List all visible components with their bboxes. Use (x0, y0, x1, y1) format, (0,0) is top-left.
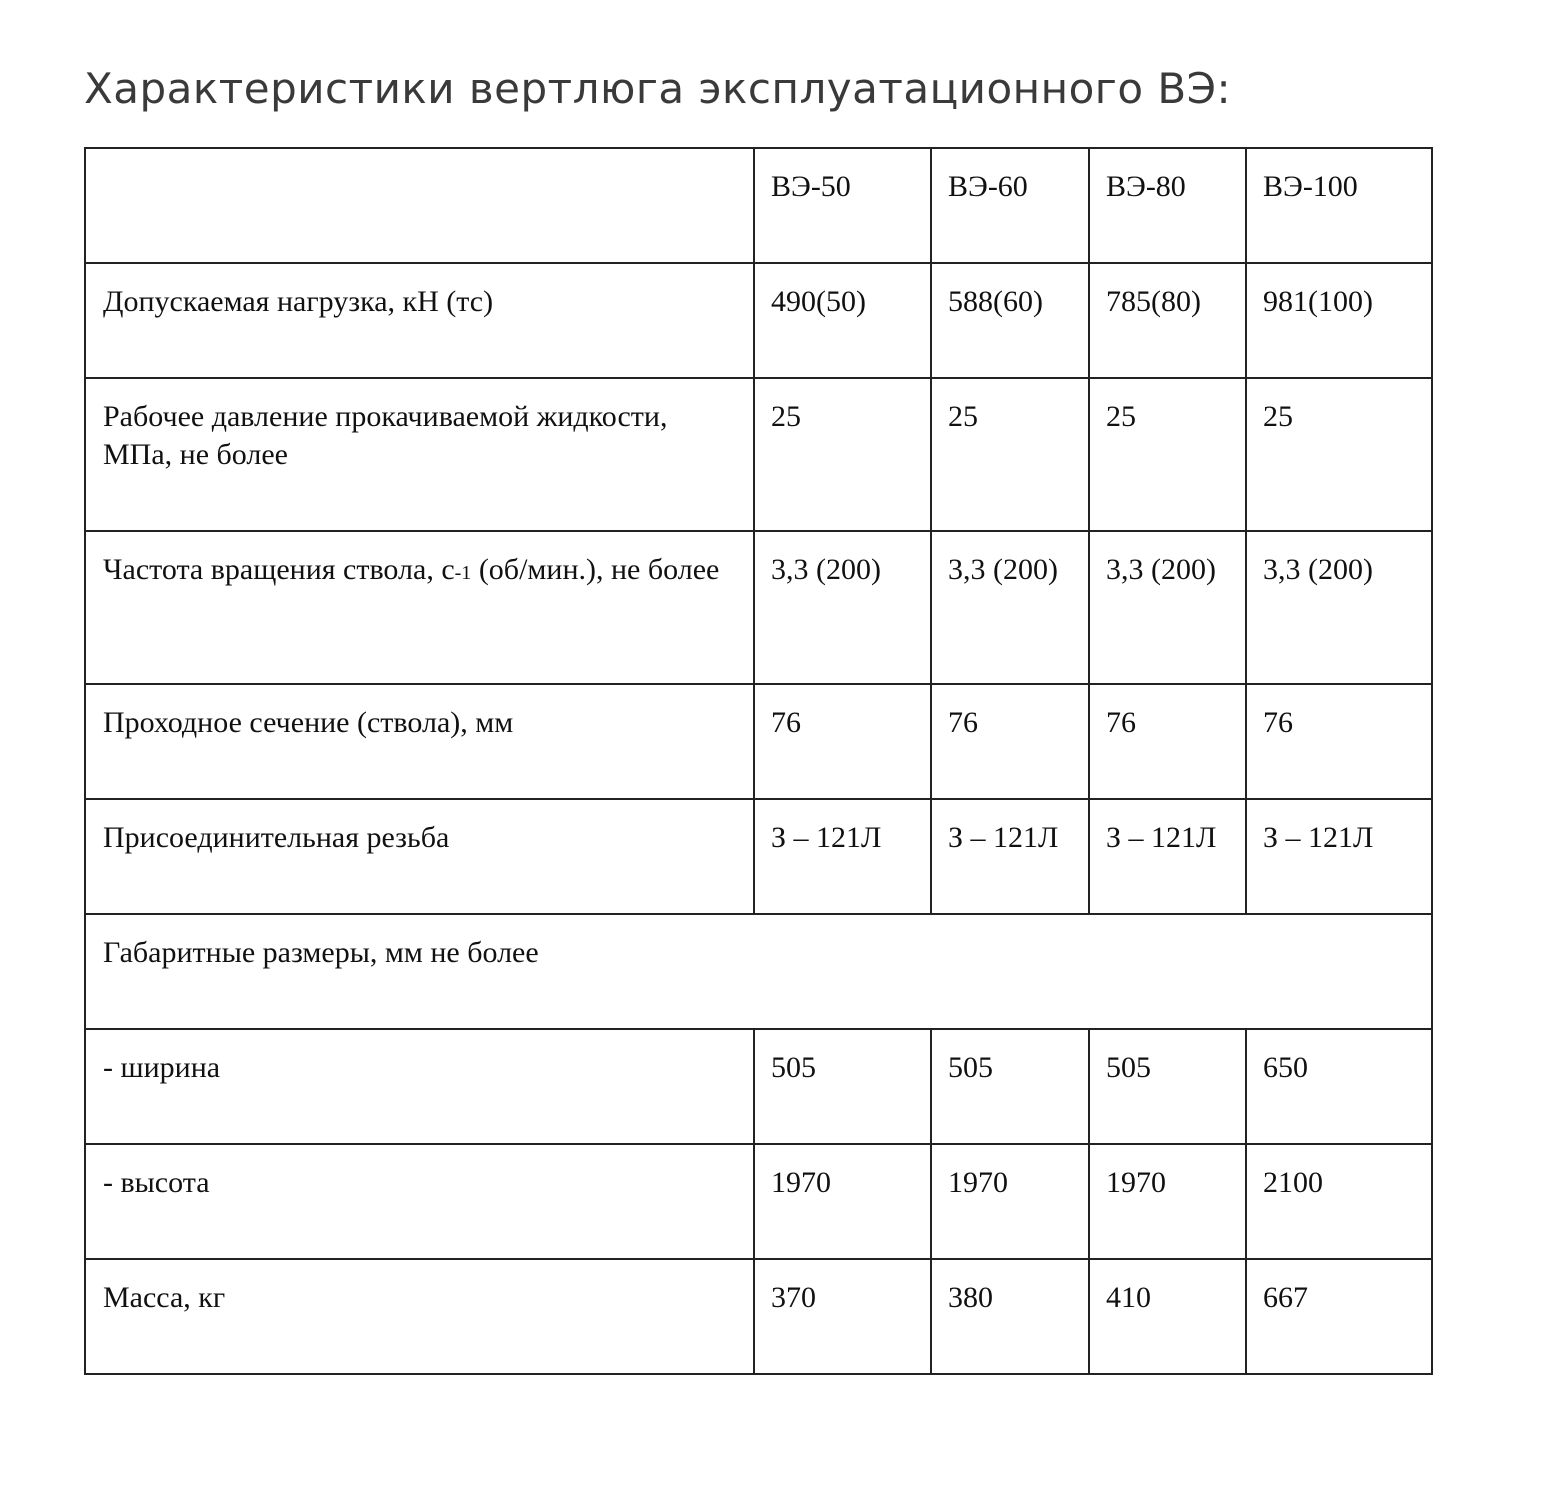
table-cell: 25 (1246, 378, 1432, 531)
section-label: Габаритные размеры, мм не более (85, 914, 1432, 1029)
table-cell: 25 (1089, 378, 1246, 531)
table-row (85, 1144, 1432, 1259)
table-cell: 3,3 (200) (931, 531, 1089, 684)
table-header-row (85, 148, 1432, 263)
table-cell: 25 (754, 378, 931, 531)
table-cell: 490(50) (754, 263, 931, 378)
table-cell: 1970 (931, 1144, 1089, 1259)
table-row (85, 799, 1432, 914)
table-cell: 505 (931, 1029, 1089, 1144)
column-header: ВЭ-100 (1246, 148, 1432, 263)
table-section-row (85, 914, 1432, 1029)
row-label (85, 531, 754, 684)
row-label-superscript: -1 (454, 562, 472, 584)
column-header: ВЭ-50 (754, 148, 931, 263)
table-cell: 76 (1089, 684, 1246, 799)
table-cell: 981(100) (1246, 263, 1432, 378)
table-cell: 1970 (754, 1144, 931, 1259)
row-label-text: (об/мин.), не более (471, 553, 720, 586)
column-header: ВЭ-80 (1089, 148, 1246, 263)
table-cell: 650 (1246, 1029, 1432, 1144)
table-cell: 785(80) (1089, 263, 1246, 378)
table-row (85, 378, 1432, 531)
table-cell: 3,3 (200) (754, 531, 931, 684)
table-row (85, 531, 1432, 684)
table-cell: 380 (931, 1259, 1089, 1374)
page-title: Характеристики вертлюга эксплуатационного ВЭ: (84, 64, 1232, 113)
table-cell: 588(60) (931, 263, 1089, 378)
spec-table (84, 147, 1433, 1375)
table-cell: 25 (931, 378, 1089, 531)
table-cell: 3,3 (200) (1089, 531, 1246, 684)
row-label: Допускаемая нагрузка, кН (тс) (85, 263, 754, 378)
row-label-text: Частота вращения ствола, с (103, 553, 455, 586)
table-cell: 410 (1089, 1259, 1246, 1374)
table-cell: 76 (931, 684, 1089, 799)
header-empty-cell (85, 148, 754, 263)
row-label: - высота (85, 1144, 754, 1259)
row-label: Присоединительная резьба (85, 799, 754, 914)
table-cell: 1970 (1089, 1144, 1246, 1259)
table-cell: 76 (1246, 684, 1432, 799)
table-row (85, 263, 1432, 378)
table-cell: З – 121Л (931, 799, 1089, 914)
table-cell: 76 (754, 684, 931, 799)
table-row (85, 1259, 1432, 1374)
table-row (85, 1029, 1432, 1144)
row-label: Проходное сечение (ствола), мм (85, 684, 754, 799)
table-cell: 505 (754, 1029, 931, 1144)
row-label: - ширина (85, 1029, 754, 1144)
table-cell: З – 121Л (1246, 799, 1432, 914)
table-row (85, 684, 1432, 799)
column-header: ВЭ-60 (931, 148, 1089, 263)
table-cell: 3,3 (200) (1246, 531, 1432, 684)
row-label: Рабочее давление прокачиваемой жидкости, МПа, не более (85, 378, 754, 531)
table-cell: 370 (754, 1259, 931, 1374)
table-cell: 667 (1246, 1259, 1432, 1374)
table-cell: 2100 (1246, 1144, 1432, 1259)
row-label: Масса, кг (85, 1259, 754, 1374)
table-cell: З – 121Л (1089, 799, 1246, 914)
table-cell: 505 (1089, 1029, 1246, 1144)
table-cell: З – 121Л (754, 799, 931, 914)
